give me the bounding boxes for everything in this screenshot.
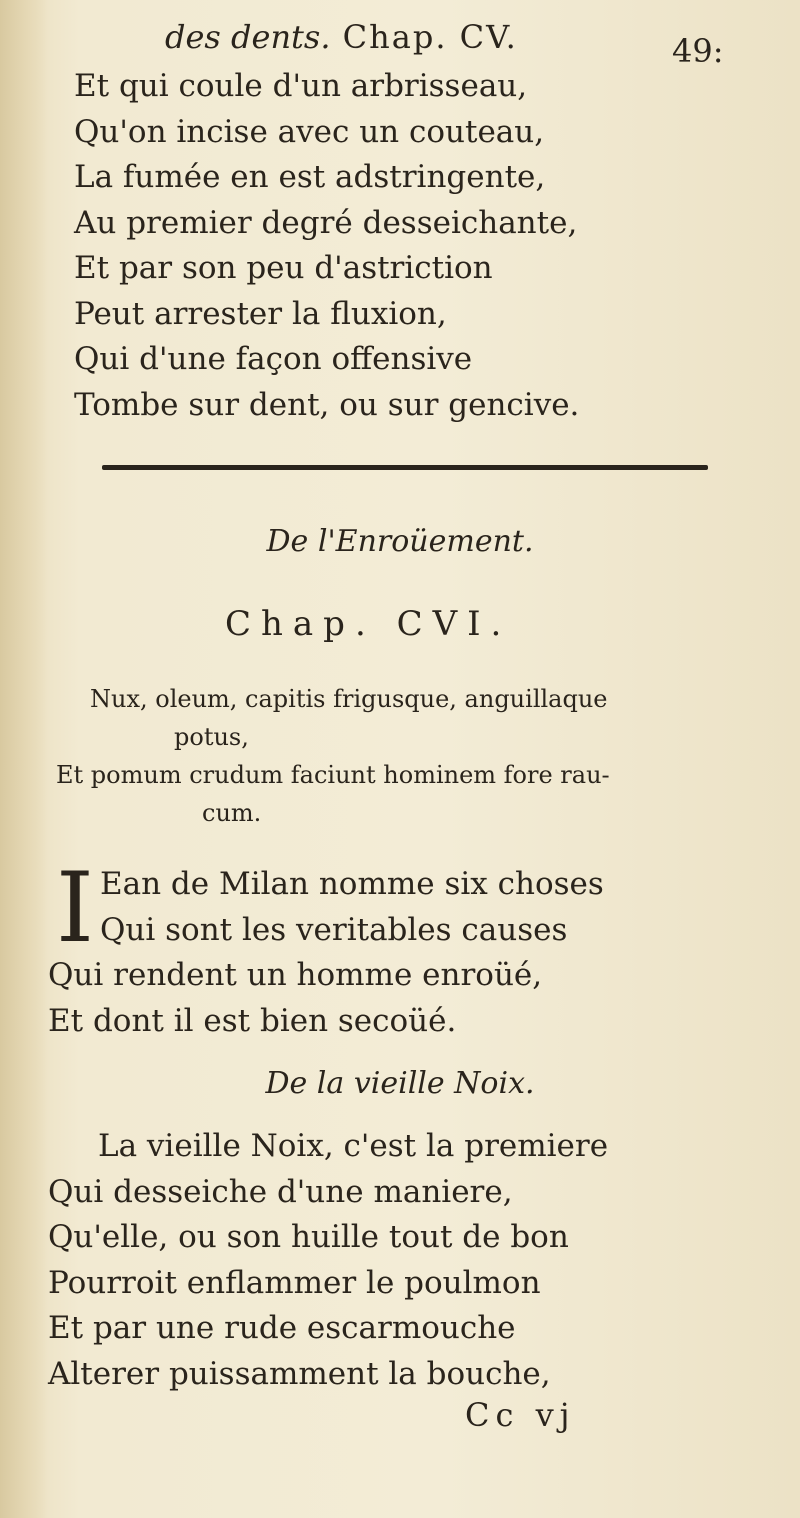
- verse-line: Qui d'une façon offensive: [74, 341, 473, 377]
- verse-line: Et par son peu d'astriction: [74, 250, 493, 286]
- page-number: 49:: [672, 32, 724, 70]
- running-title: des dents.: [165, 18, 331, 56]
- section-divider: [102, 465, 708, 470]
- latin-line: cum.: [202, 799, 262, 827]
- verse-line: Au premier degré desseichante,: [74, 204, 578, 241]
- verse-line: La vieille Noix, c'est la premiere: [98, 1128, 609, 1164]
- verse-line: Et par une rude escarmouche: [48, 1310, 516, 1346]
- verse-line: Ean de Milan nomme six choses: [100, 866, 604, 902]
- drop-cap: I: [56, 852, 94, 964]
- chapter-reference: Chap. CV.: [342, 18, 518, 56]
- verse-line: Tombe sur dent, ou sur gencive.: [74, 386, 580, 423]
- chapter-heading: Chap. CVI.: [225, 604, 512, 644]
- latin-line: Nux, oleum, capitis frigusque, anguillaque: [90, 685, 608, 713]
- verse-line: Et dont il est bien secoüé.: [48, 1002, 457, 1039]
- verse-middle: [48, 852, 604, 1044]
- latin-epigraph: [56, 680, 610, 832]
- running-header: [0, 16, 800, 70]
- verse-line: Qui sont les veritables causes: [100, 911, 568, 948]
- latin-line: Et pomum crudum faciunt hominem fore rau-: [56, 761, 610, 789]
- verse-line: Qu'elle, ou son huille tout de bon: [48, 1219, 569, 1255]
- latin-line: potus,: [174, 723, 249, 751]
- verse-line: Qui rendent un homme enroüé,: [48, 957, 543, 993]
- verse-line: La fumée en est adstringente,: [74, 159, 546, 195]
- verse-line: Peut arrester la fluxion,: [74, 295, 447, 332]
- gathering-signature: Cc vj: [465, 1396, 576, 1434]
- page-gutter-shadow: [0, 0, 48, 1518]
- verse-line: Pourroit enflammer le poulmon: [48, 1264, 541, 1301]
- header-left: [165, 18, 518, 56]
- verse-bottom: [48, 1124, 608, 1397]
- verse-line: Qui desseiche d'une maniere,: [48, 1173, 513, 1210]
- verse-line: Alterer puissamment la bouche,: [48, 1355, 551, 1392]
- verse-top: [74, 64, 579, 428]
- verse-line: Et qui coule d'un arbrisseau,: [74, 68, 528, 104]
- verse-line: Qu'on incise avec un couteau,: [74, 113, 545, 150]
- section-title-vieille-noix: De la vieille Noix.: [265, 1066, 535, 1101]
- section-title-enrouement: De l'Enroüement.: [266, 524, 534, 559]
